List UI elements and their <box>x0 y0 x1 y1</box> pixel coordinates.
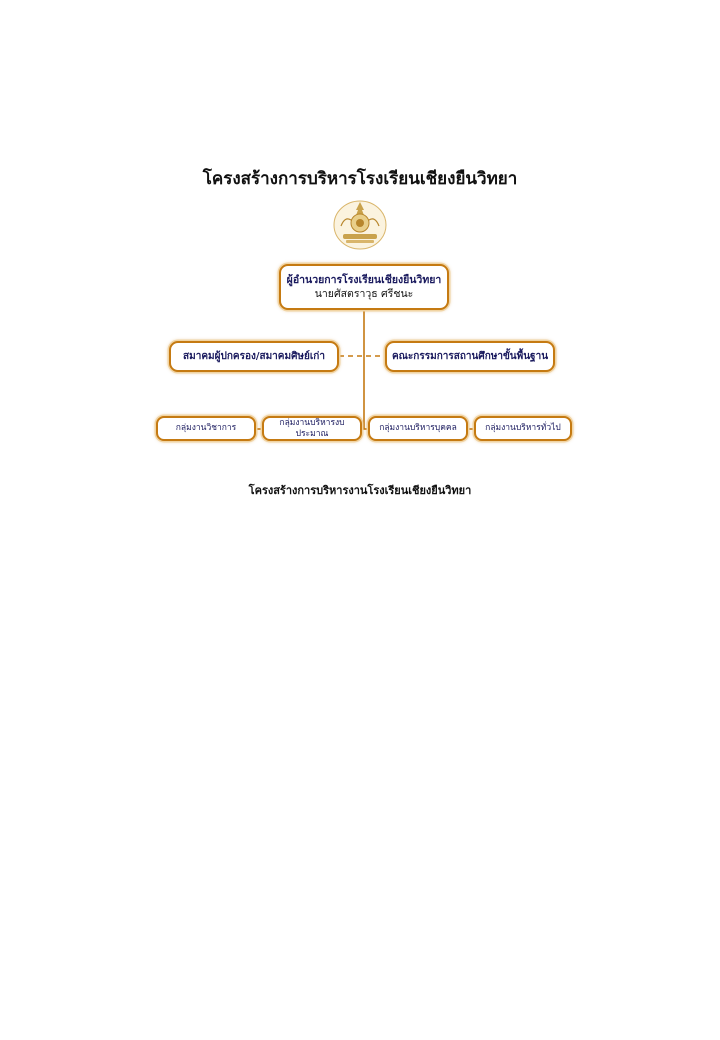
board-box: คณะกรรมการสถานศึกษาขั้นพื้นฐาน <box>385 341 555 372</box>
associations-box: สมาคมผู้ปกครอง/สมาคมศิษย์เก่า <box>169 341 339 372</box>
director-name: นายศัสตราวุธ ศรีชนะ <box>314 287 414 300</box>
director-position: ผู้อำนวยการโรงเรียนเชียงยืนวิทยา <box>286 273 442 286</box>
figure-caption: โครงสร้างการบริหารงานโรงเรียนเชียงยืนวิทยา <box>248 484 472 497</box>
group-academic-box: กลุ่มงานวิชาการ <box>156 416 256 441</box>
group-budget-box: กลุ่มงานบริหารงบประมาณ <box>262 416 362 441</box>
director-box <box>279 264 449 310</box>
group-personnel-box: กลุ่มงานบริหารบุคคล <box>368 416 468 441</box>
chart-title: โครงสร้างการบริหารโรงเรียนเชียงยืนวิทยา <box>202 169 518 189</box>
group-general-box: กลุ่มงานบริหารทั่วไป <box>474 416 572 441</box>
